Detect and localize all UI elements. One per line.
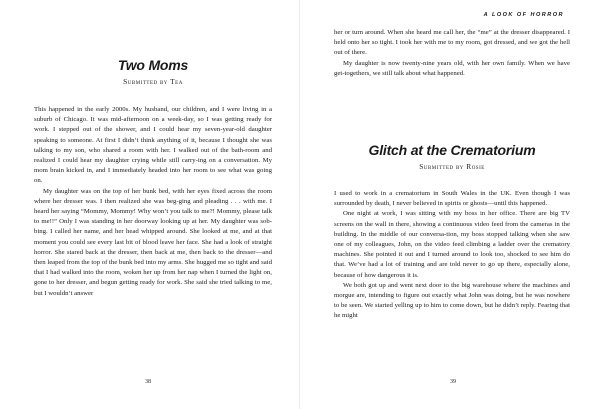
story-byline: Submitted by Tea <box>123 77 183 86</box>
story-heading-glitch <box>334 142 570 171</box>
story-byline: Submitted by Rosie <box>419 162 485 171</box>
running-head: A LOOK OF HORROR <box>483 12 564 18</box>
story-body <box>34 105 272 299</box>
right-page <box>300 0 600 409</box>
body-paragraph: We both got up and went next door to the big warehouse where the machines and morgue are, intending to figure out exactly what John was doing, but he was nowhere to be seen. We started yelling up to him to come down, but he didn’t reply. Fearing that he might <box>334 281 570 320</box>
page-number: 39 <box>450 379 456 385</box>
body-paragraph: her or turn around. When she heard me call her, the “me” at the dresser disappeared. I held onto her so tight. I took her with me to my room, got dressed, and we got the hell out of there. <box>334 29 570 57</box>
body-paragraph: One night at work, I was sitting with my boss in her office. There are big TV screens on the wall in there, showing a continuous video feed from the cameras in the building. In the middle of our conversa-tion, my boss stopped talking when she saw one of my colleagues, John, on the video feed climbing a ladder over the crematory machines. She pointed it out and I turned around to look too, shocked to see him do that. We’ve had a lot of training and are told never to go up there, especially alone, because of how dangerous it is. <box>334 210 570 279</box>
page-number: 38 <box>145 379 151 385</box>
body-paragraph: My daughter is now twenty-nine years old, with her own family. When we have get-togethers, we still talk about what happened. <box>334 59 570 77</box>
continued-story-body <box>334 28 570 79</box>
body-paragraph: I used to work in a crematorium in South Wales in the UK. Even though I was surrounded by death, I never believed in spirits or ghosts—until this happened. <box>334 190 570 208</box>
body-paragraph: My daughter was on the top of her bunk bed, with her eyes fixed across the room where her dresser was. I then realized she was beg-ging and pleading . . . with me. I heard her saying “Mommy, Mommy! Why won’t you talk to me?! Mommy, please talk to me!!” Only I was standing in her doorway looking up at her. My daughter was sob-bing. I called her name, and her head whipped around. She looked at me, and at that moment you could see every last bit of blood leave her face. She had a look of straight horror. She stared back at the dresser, then back at me, then back to the dresser—and then leaped from the top of the bunk bed into my arms. She hugged me so tight and said that I had walked into the room, woken her up from her nap when I turned the light on, gone to her dresser, and begun getting ready for work. She said she tried talking to me, but I wouldn’t answer <box>34 187 272 297</box>
body-paragraph: This happened in the early 2000s. My husband, our children, and I were living in a suburb of Chicago. It was mid-afternoon on a week-day, so I was getting ready for work. I stepped out of the shower, and I could hear my seven-year-old daughter speaking to someone. At first I didn’t think anything of it, because I thought she was talking to my son, who shared a room with her. I walked out of the bath-room and realized I could hear my daughter crying while still carry-ing on a conversation. My mom brain kicked in, and I immediately headed into her room to see what was going on. <box>34 106 272 185</box>
story-heading-two-moms <box>34 57 272 86</box>
story-title: Two Moms <box>117 57 189 73</box>
story-body <box>334 189 570 322</box>
story-title: Glitch at the Crematorium <box>368 142 536 158</box>
